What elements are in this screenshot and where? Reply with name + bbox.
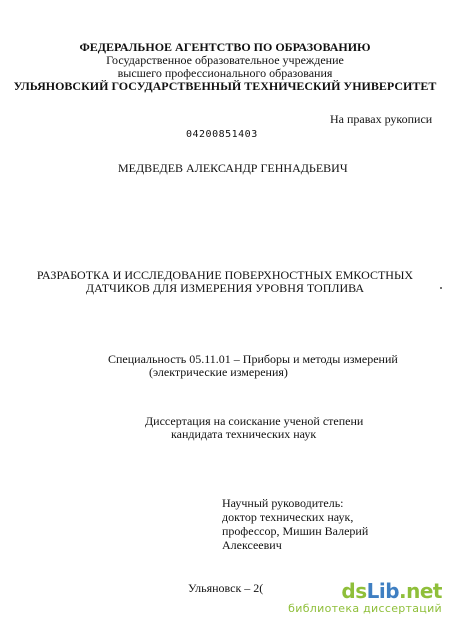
place-year: Ульяновск – 2( <box>188 581 264 595</box>
institution-type: Государственное образовательное учреждение <box>106 53 344 67</box>
dissertation-title-line-1: РАЗРАБОТКА И ИССЛЕДОВАНИЕ ПОВЕРХНОСТНЫХ ЕМКОСТНЫХ <box>36 268 414 282</box>
scan-speck <box>440 287 442 289</box>
supervisor-degree: доктор технических наук, <box>222 510 354 524</box>
registry-number: 04200851403 <box>186 129 258 140</box>
specialty-line-2: (электрические измерения) <box>149 365 288 379</box>
supervisor-name: профессор, Мишин Валерий <box>222 524 369 538</box>
author-name: МЕДВЕДЕВ АЛЕКСАНДР ГЕННАДЬЕВИЧ <box>118 161 348 175</box>
dslib-subtitle: библиотека диссертаций <box>288 602 442 615</box>
supervisor-patronymic: Алексеевич <box>222 538 282 552</box>
university-name: УЛЬЯНОВСКИЙ ГОСУДАРСТВЕННЫЙ ТЕХНИЧЕСКИЙ УНИВЕРСИТЕТ <box>13 79 437 93</box>
degree-line-1: Диссертация на соискание ученой степени <box>145 414 364 428</box>
degree-line-2: кандидата технических наук <box>171 427 317 441</box>
supervisor-label: Научный руководитель: <box>222 496 344 510</box>
dslib-watermark[interactable] <box>288 580 442 615</box>
dissertation-title-line-2: ДАТЧИКОВ ДЛЯ ИЗМЕРЕНИЯ УРОВНЯ ТОПЛИВА <box>85 281 365 295</box>
agency-heading: ФЕДЕРАЛЬНОЕ АГЕНТСТВО ПО ОБРАЗОВАНИЮ <box>79 40 371 54</box>
rights-note: На правах рукописи <box>330 112 433 126</box>
dslib-logo: dsLib.net <box>341 579 442 603</box>
specialty-line-1: Специальность 05.11.01 – Приборы и методы измерений <box>108 352 398 366</box>
institution-level: высшего профессионального образования <box>117 66 333 80</box>
